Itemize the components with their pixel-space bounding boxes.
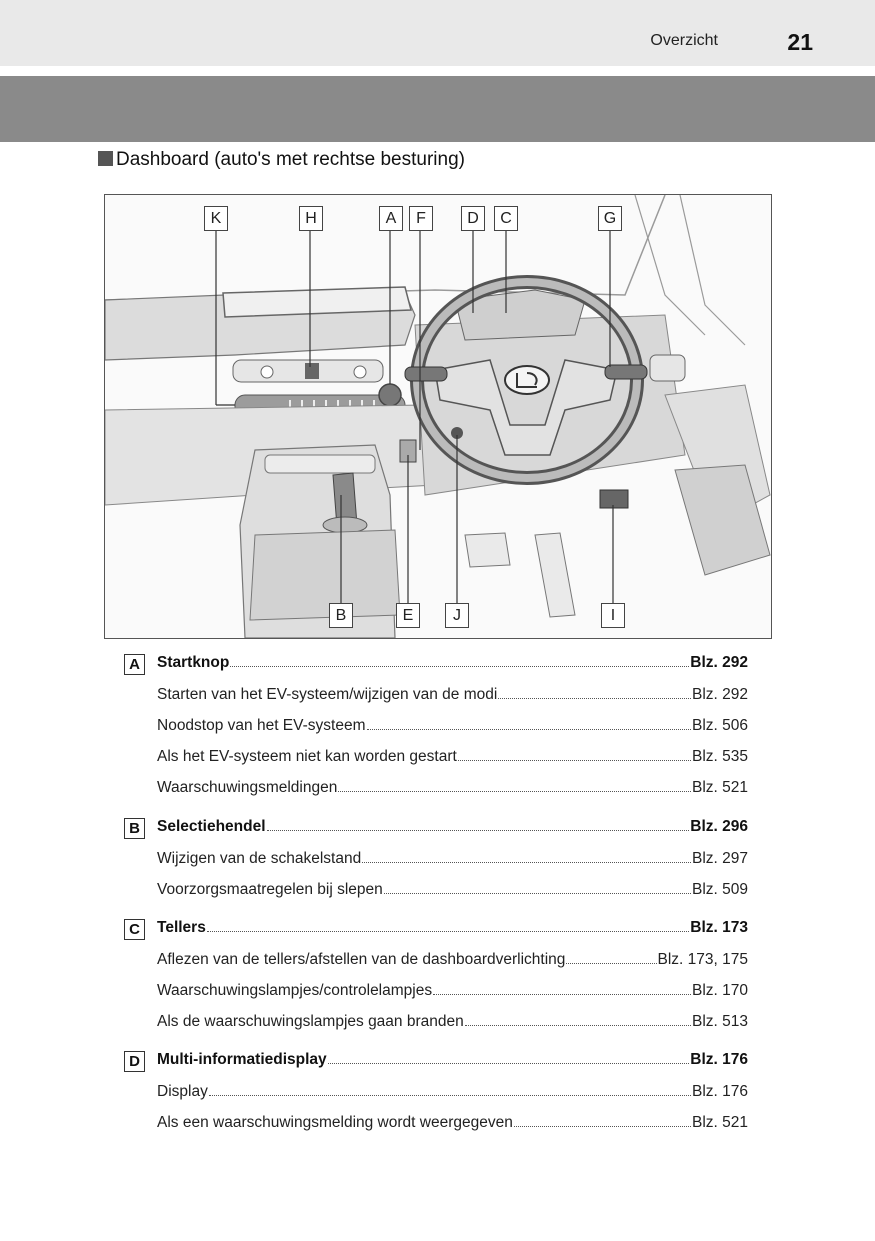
index-subentry: Als de waarschuwingslampjes gaan branden Blz. 513 (157, 1013, 748, 1030)
square-bullet-icon (98, 151, 113, 166)
callout-b: B (329, 603, 353, 628)
index-entry (157, 654, 748, 672)
callout-k: K (204, 206, 228, 231)
index-letter: C (124, 919, 145, 940)
header-page-number: 21 (787, 29, 813, 55)
callout-j: J (445, 603, 469, 628)
callout-d: D (461, 206, 485, 231)
callout-e: E (396, 603, 420, 628)
entry-page: Blz. 173 (690, 919, 748, 936)
header-gray-band (0, 76, 875, 142)
page-header (0, 0, 875, 66)
entry-title: Selectiehendel (157, 818, 266, 835)
index-subentry: Voorzorgsmaatregelen bij slepen Blz. 509 (157, 881, 748, 898)
index-subentry: Als een waarschuwingsmelding wordt weergegeven Blz. 521 (157, 1114, 748, 1131)
entry-page: Blz. 176 (690, 1051, 748, 1068)
index-subentry: Als het EV-systeem niet kan worden gestart Blz. 535 (157, 748, 748, 765)
index-entry (157, 919, 748, 937)
index-subentry: Waarschuwingsmeldingen Blz. 521 (157, 779, 748, 796)
entry-title: Tellers (157, 919, 206, 936)
index-subentry: Noodstop van het EV-systeem Blz. 506 (157, 717, 748, 734)
index-subentry: Display Blz. 176 (157, 1083, 748, 1100)
index-subentry: Wijzigen van de schakelstand Blz. 297 (157, 850, 748, 867)
header-section-title: Overzicht (650, 32, 718, 49)
callout-h: H (299, 206, 323, 231)
dot-leader (230, 666, 689, 667)
index-letter: B (124, 818, 145, 839)
index-entry (157, 1051, 748, 1069)
index-subentry: Aflezen van de tellers/afstellen van de dashboardverlichting Blz. 173, 175 (157, 951, 748, 968)
callout-f: F (409, 206, 433, 231)
callout-c: C (494, 206, 518, 231)
entry-title: Multi-informatiedisplay (157, 1051, 327, 1068)
dot-leader (207, 931, 689, 932)
dashboard-drawing (105, 195, 771, 638)
dot-leader (328, 1063, 690, 1064)
section-title-text: Dashboard (auto's met rechtse besturing) (116, 149, 465, 170)
index-subentry: Starten van het EV-systeem/wijzigen van de modi Blz. 292 (157, 686, 748, 703)
index-subentry: Waarschuwingslampjes/controlelampjes Blz. 170 (157, 982, 748, 999)
index-letter: D (124, 1051, 145, 1072)
callout-a: A (379, 206, 403, 231)
callout-i: I (601, 603, 625, 628)
index-entry (157, 818, 748, 836)
entry-title: Startknop (157, 654, 230, 671)
dashboard-illustration (104, 194, 772, 639)
entry-page: Blz. 296 (690, 818, 748, 835)
section-title (98, 149, 465, 171)
dot-leader (267, 830, 690, 831)
index-letter: A (124, 654, 145, 675)
callout-g: G (598, 206, 622, 231)
entry-page: Blz. 292 (690, 654, 748, 671)
